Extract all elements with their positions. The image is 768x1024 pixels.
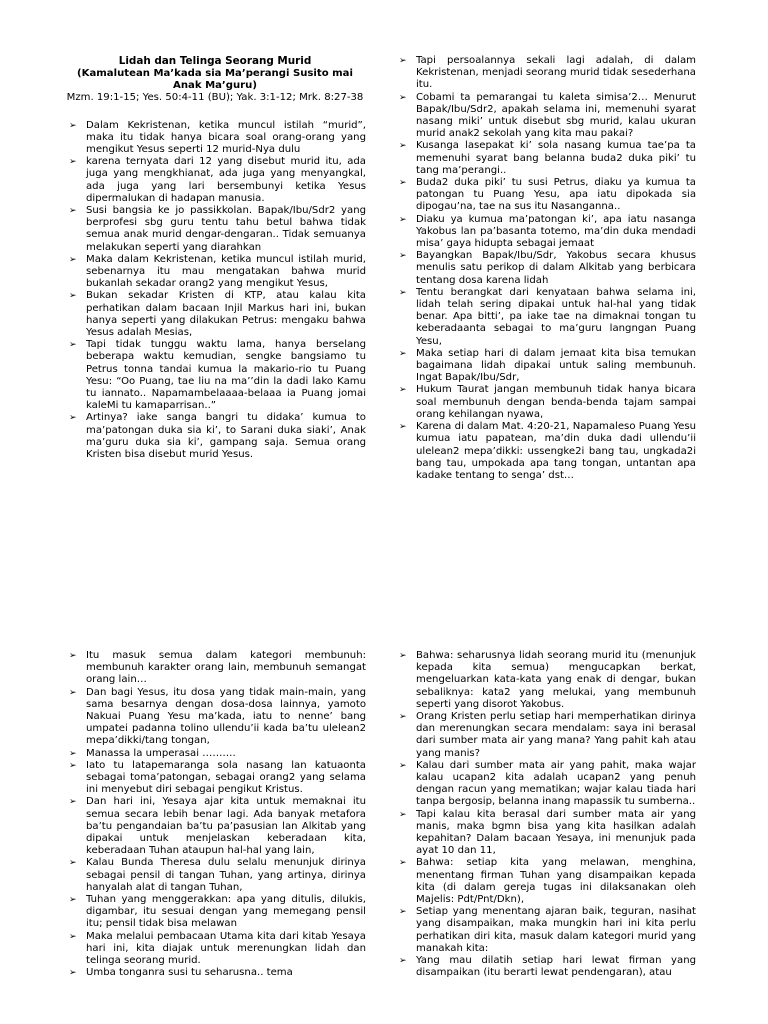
list-item: ➢ Hukum Taurat jangan membunuh tidak hanya bicara soal membunuh dengan benda-benda tajam sampai orang kehilangan nyawa, xyxy=(398,384,696,421)
list-item: ➢ Buda2 duka piki’ tu susi Petrus, diaku ya kumua ta patongan tu Puang Yesu, apa iatu dipokada sia dipogau’na, tae na sus itu Nasanganna.. xyxy=(398,177,696,214)
column-2 xyxy=(398,55,696,482)
document-subtitle: (Kamalutean Ma’kada sia Ma’perangi Susito mai Anak Ma’guru) xyxy=(77,67,353,91)
list-item: ➢ Bahwa: setiap kita yang melawan, menghina, menentang firman Tuhan yang disampaikan kepada kita (di dalam gereja tugas ini dilaksanakan oleh Majelis: Pdt/Pnt/Dkn), xyxy=(398,857,696,906)
list-item: ➢ Setiap yang menentang ajaran baik, teguran, nasihat yang disampaikan, maka mungkin hari ini kita perlu perhatikan diri kita, masuk dalam kategori murid yang manakah kita: xyxy=(398,906,696,955)
document-title: Lidah dan Telinga Seorang Murid xyxy=(118,55,312,67)
list-item: ➢ Bahwa: seharusnya lidah seorang murid itu (menunjuk kepada kita semua) mengucapkan berkat, mengeluarkan kata-kata yang enak di dengar, bukan sebaliknya: kata2 yang melukai, yang membunuh seperti yang disorot Yakobus. xyxy=(398,650,696,711)
bullet-list xyxy=(68,650,366,979)
list-item: ➢ Kalau Bunda Theresa dulu selalu menunjuk dirinya sebagai pensil di tangan Tuhan, yang artinya, dirinya hanyalah alat di tangan Tuhan, xyxy=(68,857,366,894)
column-3 xyxy=(68,650,366,979)
list-item: ➢ Bukan sekadar Kristen di KTP, atau kalau kita perhatikan dalam bacaan Injil Markus hari ini, bukan hanya seperti yang dilakukan Petrus: mengaku bahwa Yesus adalah Mesias, xyxy=(68,290,366,339)
list-item: ➢ Bayangkan Bapak/Ibu/Sdr, Yakobus secara khusus menulis satu perikop di dalam Alkitab yang berbicara tentang dosa karena lidah xyxy=(398,250,696,287)
list-item: ➢ Kalau dari sumber mata air yang pahit, maka wajar kalau ucapan2 kita adalah ucapan2 yang penuh dengan racun yang mematikan; wajar kalau tiada hari tanpa bergosip, belanna inang mapassik tu sumberna.. xyxy=(398,760,696,809)
list-item: ➢ Cobami ta pemarangai tu kaleta simisa’2… Menurut Bapak/Ibu/Sdr2, apakah selama ini, memenuhi syarat nasang miki’ untuk disebut sbg murid, kalau ukuran murid anak2 sekolah yang kita mau pakai? xyxy=(398,92,696,141)
list-item: ➢ Artinya? iake sanga bangri tu didaka’ kumua to ma’patongan duka sia ki’, to Sarani duka siaki’, Anak ma’guru duka sia ki’, gampang saja. Semua orang Kristen bisa disebut murid Yesus. xyxy=(68,412,366,461)
list-item: ➢ Susi bangsia ke jo passikkolan. Bapak/Ibu/Sdr2 yang berprofesi sbg guru tentu tahu betul bahwa tidak semua anak murid dengar-dengaran.. Tidak semuanya melakukan seperti yang diarahkan xyxy=(68,205,366,254)
list-item: ➢ Orang Kristen perlu setiap hari memperhatikan dirinya dan merenungkan secara mendalam: saya ini berasal dari sumber mata air yang mana? Yang pahit kah atau yang manis? xyxy=(398,711,696,760)
list-item: ➢ Dan bagi Yesus, itu dosa yang tidak main-main, yang sama besarnya dengan dosa-dosa lainnya, yamoto Nakuai Puang Yesu ma’kada, iatu to nenne’ bang umpatei padanna tolino ullendu’ii kada ba’tu ulelean2 mepa’dikki/tang tongan, xyxy=(68,687,366,748)
bullet-list xyxy=(68,120,366,462)
list-item: ➢ Tuhan yang menggerakkan: apa yang ditulis, dilukis, digambar, itu sesuai dengan yang memegang pensil itu; pensil tidak bisa melawan xyxy=(68,894,366,931)
bullet-list xyxy=(398,55,696,482)
column-1 xyxy=(68,55,366,461)
list-item: ➢ Tapi persoalannya sekali lagi adalah, di dalam Kekristenan, menjadi seorang murid tidak sesederhana itu. xyxy=(398,55,696,92)
bullet-list xyxy=(398,650,696,979)
list-item: ➢ Itu masuk semua dalam kategori membunuh: membunuh karakter orang lain, membunuh semangat orang lain… xyxy=(68,650,366,687)
scripture-references: Mzm. 19:1-15; Yes. 50:4-11 (BU); Yak. 3:1-12; Mrk. 8:27-38 xyxy=(66,91,364,103)
list-item: ➢ Dan hari ini, Yesaya ajar kita untuk memaknai itu semua secara lebih benar lagi. Ada banyak metafora ba’tu pengandaian ba’tu pa’pasusian lan Alkitab yang dipakai untuk menjelaskan keberadaan kita, keberadaan Tuhan ataupun hal-hal yang lain, xyxy=(68,796,366,857)
list-item: ➢ Umba tonganra susi tu seharusna.. tema xyxy=(68,967,366,979)
list-item: ➢ Iato tu latapemaranga sola nasang lan katuaonta sebagai toma’patongan, sebagai orang2 yang selama ini menyebut diri sebagai pengikut Kristus. xyxy=(68,760,366,797)
list-item: ➢ Kusanga lasepakat ki’ sola nasang kumua tae’pa ta memenuhi syarat bang belanna buda2 duka piki’ tu tang ma’perangi.. xyxy=(398,140,696,177)
column-4 xyxy=(398,650,696,979)
document-header xyxy=(64,55,366,104)
list-item: ➢ Dalam Kekristenan, ketika muncul istilah “murid”, maka itu tidak hanya bicara soal orang-orang yang mengikut Yesus seperti 12 murid-Nya dulu xyxy=(68,120,366,157)
list-item: ➢ Manassa la umperasai ………. xyxy=(68,748,366,760)
list-item: ➢ Tapi kalau kita berasal dari sumber mata air yang manis, maka bgmn bisa yang kita hasilkan adalah kepahitan? Dalam bacaan Yesaya, ini menunjuk pada ayat 10 dan 11, xyxy=(398,809,696,858)
list-item: ➢ Diaku ya kumua ma’patongan ki’, apa iatu nasanga Yakobus lan pa’basanta totemo, ma’din duka mendadi misa’ gaya hidupta sebagai jemaat xyxy=(398,214,696,251)
list-item: ➢ Tentu berangkat dari kenyataan bahwa selama ini, lidah telah sering dipakai untuk hal-hal yang tidak benar. Apa bitti’, pa iake tae na dimaknai tongan tu keberadaanta sebagai to ma’guru langngan Puang Yesu, xyxy=(398,287,696,348)
list-item: ➢ Karena di dalam Mat. 4:20-21, Napamaleso Puang Yesu kumua iatu papatean, ma’din duka dadi ullendu’ii ulelean2 mepa’dikki: ussengke2i bang tau, ungkada2i bang tau, umpokada apa tang tongan, untantan apa kadake tentang to senga’ dst… xyxy=(398,421,696,482)
list-item: ➢ Maka melalui pembacaan Utama kita dari kitab Yesaya hari ini, kita diajak untuk merenungkan lidah dan telinga seorang murid. xyxy=(68,931,366,968)
list-item: ➢ Tapi tidak tunggu waktu lama, hanya berselang beberapa waktu kemudian, sengke bangsiamo tu Petrus tonna tandai kumua la makario-rio tu Puang Yesu: “Oo Puang, tae liu na ma’’din la dadi lako Kamu tu iannato.. Napamambelaaaa-belaaa ia Puang jomai kaleMi tu kamaparrisan..” xyxy=(68,339,366,412)
list-item: ➢ karena ternyata dari 12 yang disebut murid itu, ada juga yang mengkhianat, ada juga yang menyangkal, ada juga yang lari bersembunyi ketika Yesus dipermalukan di hadapan manusia. xyxy=(68,156,366,205)
list-item: ➢ Maka setiap hari di dalam jemaat kita bisa temukan bagaimana lidah dipakai untuk saling membunuh. Ingat Bapak/Ibu/Sdr, xyxy=(398,348,696,385)
list-item: ➢ Yang mau dilatih setiap hari lewat firman yang disampaikan (itu berarti lewat pendengaran), atau xyxy=(398,955,696,979)
list-item: ➢ Maka dalam Kekristenan, ketika muncul istilah murid, sebenarnya itu mau mengatakan bahwa murid bukanlah sekadar orang2 yang mengikut Yesus, xyxy=(68,254,366,291)
